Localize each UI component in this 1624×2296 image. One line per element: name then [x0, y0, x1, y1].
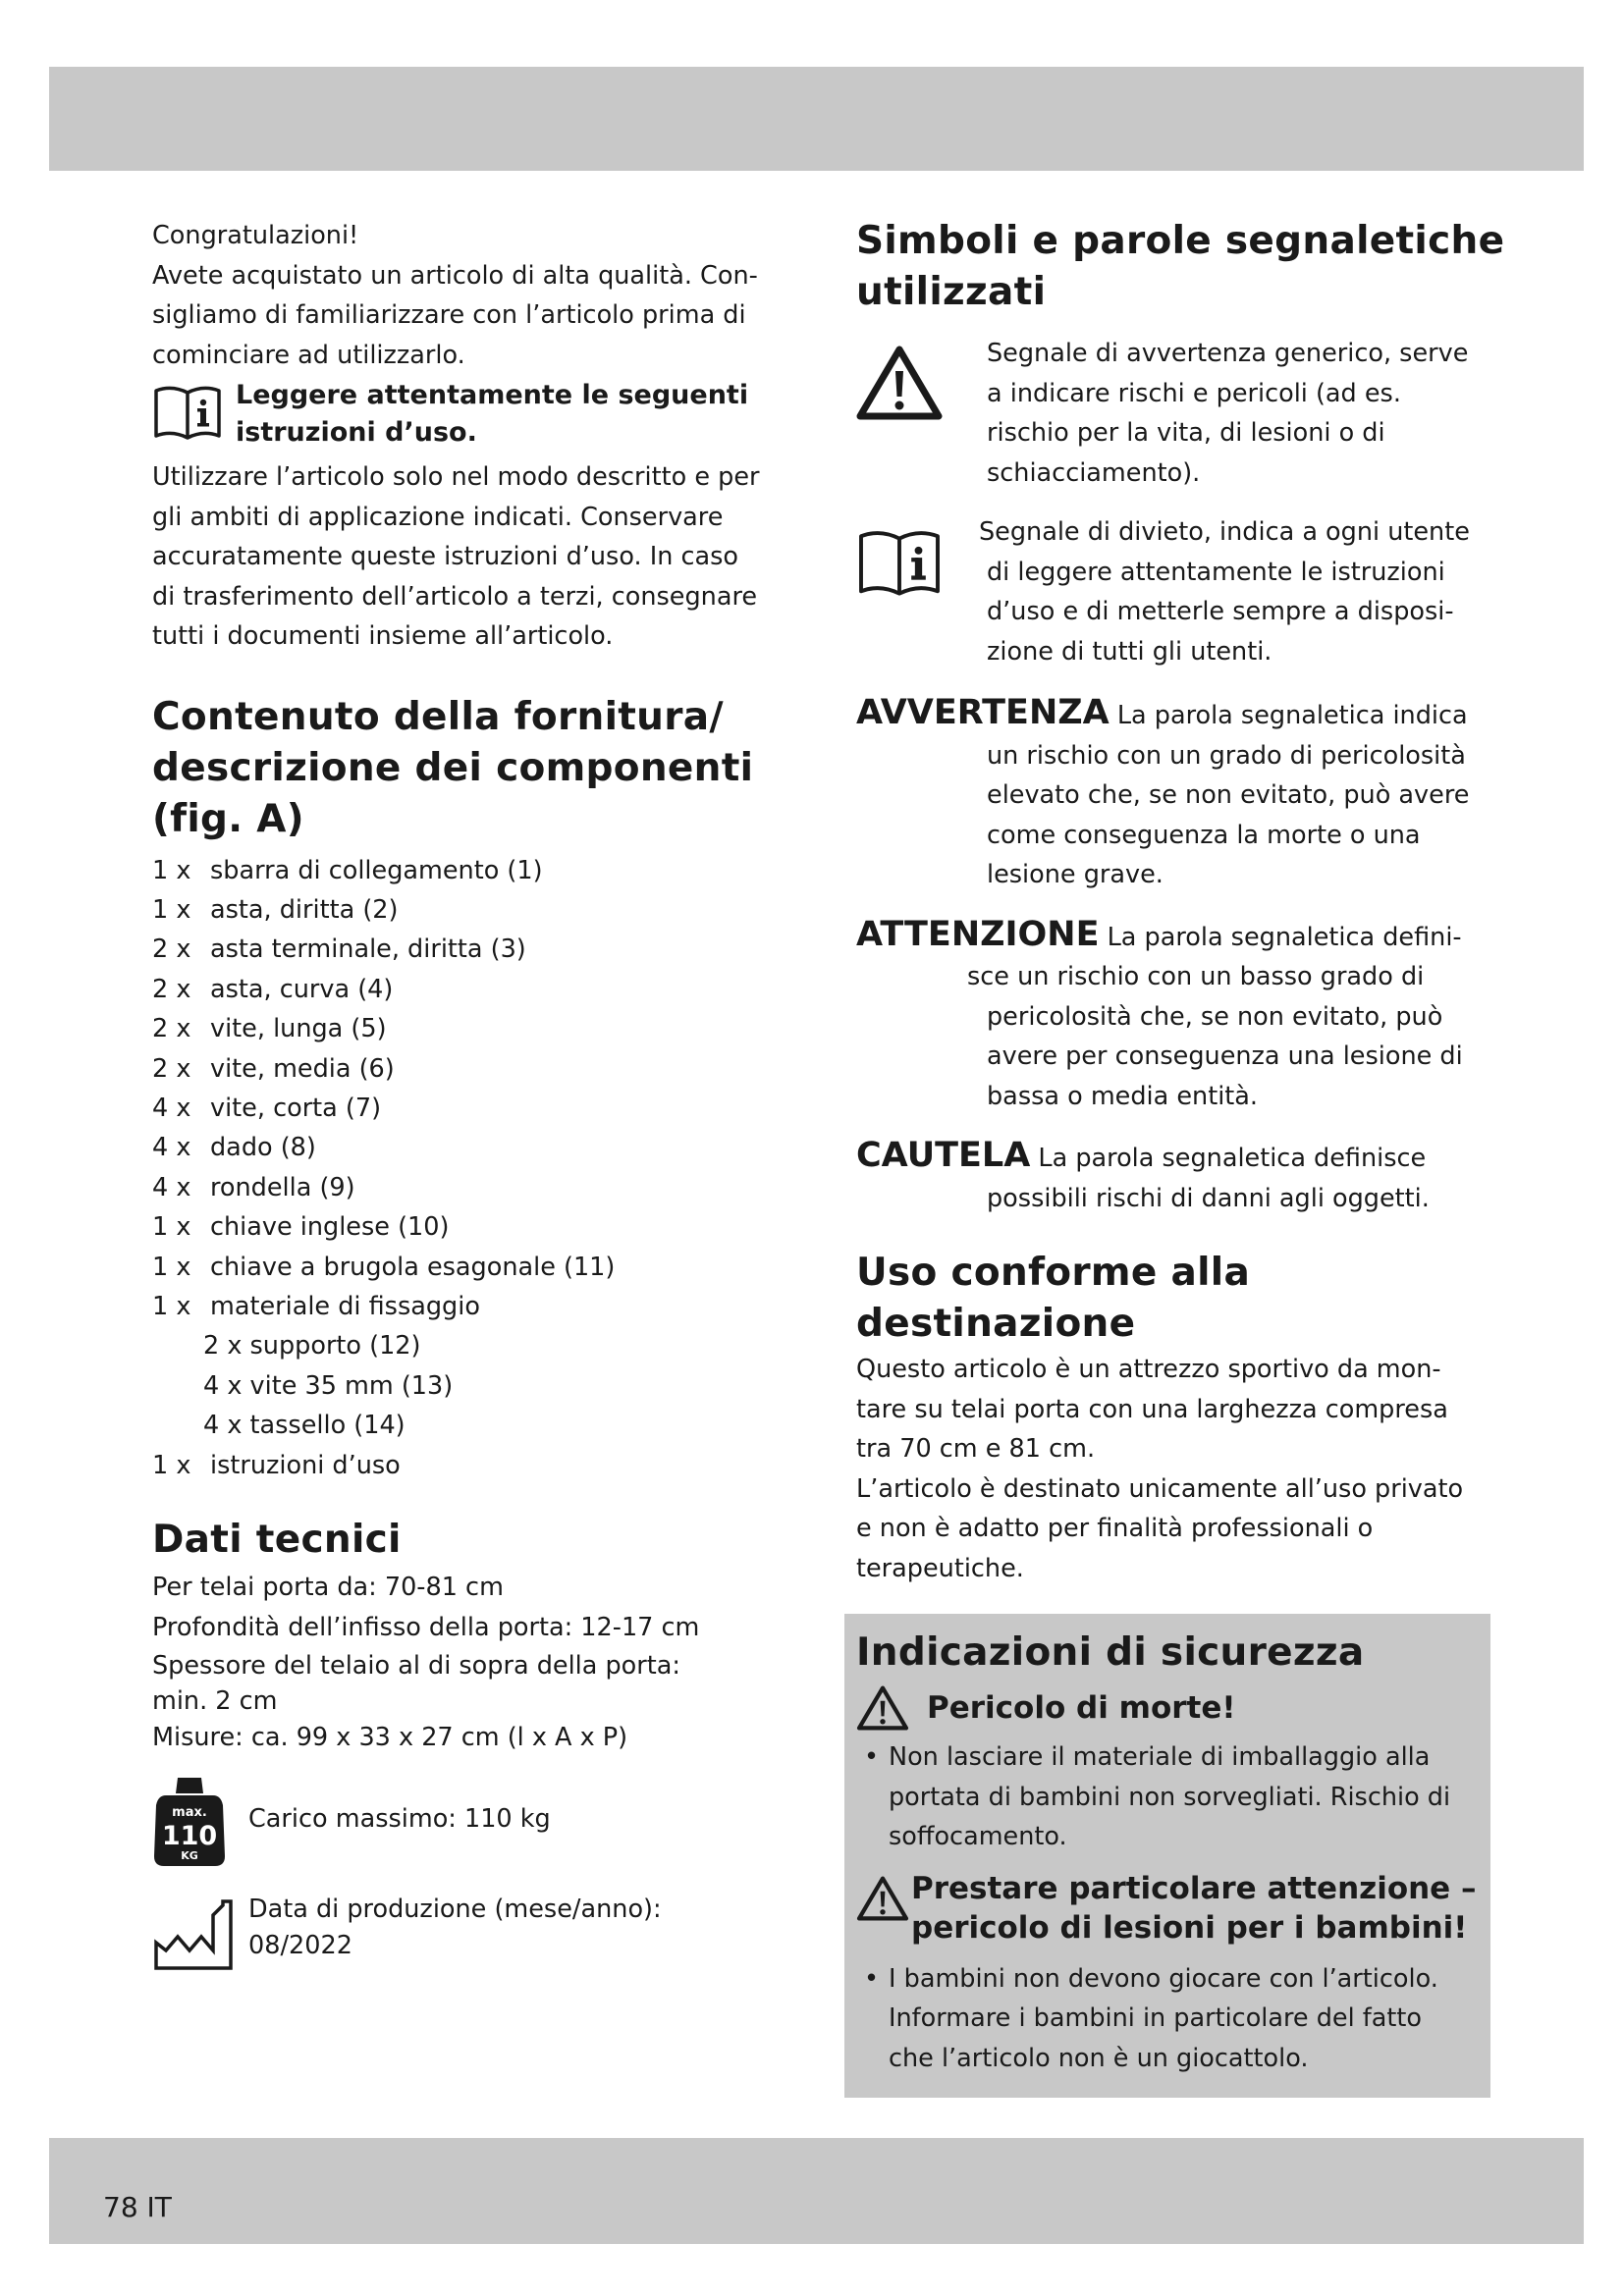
warning-symbol-line: Segnale di avvertenza generico, serve: [987, 339, 1469, 368]
weight-badge-value: 110: [161, 1820, 218, 1851]
list-item: [856, 1737, 1490, 1857]
page-number: 78 IT: [103, 2191, 172, 2223]
signal-text: La parola segnaletica indica: [1109, 701, 1468, 730]
tech-line: Per telai porta da: 70-81 cm: [152, 1573, 504, 1602]
tech-data: [152, 1568, 781, 1758]
signal-line: elevato che, se non evitato, può avere: [987, 780, 1470, 810]
item-text: asta, curva (4): [210, 974, 394, 1004]
list-item: [152, 930, 781, 969]
intro-text: [152, 216, 781, 375]
signal-line: bassa o media entità.: [987, 1081, 1259, 1111]
item-qty: 1 x: [152, 894, 191, 925]
symbols-heading: [856, 216, 1505, 318]
signal-line: sce un rischio con un basso grado di: [967, 962, 1425, 991]
read-manual-icon: [152, 381, 223, 444]
tech-heading: Dati tecnici: [152, 1518, 402, 1562]
read-instructions-notice: [152, 377, 781, 454]
intended-use-heading-line: Uso conforme alla: [856, 1251, 1251, 1295]
bullet-marker: •: [864, 1963, 880, 1994]
parts-list: [152, 851, 781, 1486]
symbols-heading-line: Simboli e parole segnaletiche: [856, 219, 1505, 263]
item-text: materiale di fissaggio: [210, 1291, 480, 1321]
danger-heading: [856, 1684, 1490, 1732]
usage-line: gli ambiti di applicazione indicati. Conservare: [152, 502, 724, 532]
symbols-heading-line: utilizzati: [856, 270, 1047, 314]
usage-line: accuratamente queste istruzioni d’uso. In caso: [152, 542, 739, 571]
book-symbol-line: d’uso e di metterle sempre a disposi-: [987, 597, 1454, 626]
list-item: [152, 1089, 781, 1128]
intended-use-line: Questo articolo è un attrezzo sportivo da mon-: [856, 1355, 1441, 1384]
intended-use-line: tra 70 cm e 81 cm.: [856, 1434, 1096, 1464]
usage-line: tutti i documenti insieme all’articolo.: [152, 621, 614, 651]
signal-first-line: [856, 693, 1487, 736]
contents-heading-line: Contenuto della fornitura/: [152, 694, 724, 739]
production-date-line: 08/2022: [248, 1930, 352, 1960]
item-qty: 1 x: [152, 1212, 191, 1243]
signal-word: ATTENZIONE: [856, 914, 1100, 954]
children-heading: [856, 1869, 1490, 1948]
intended-use-line: terapeutiche.: [856, 1553, 1024, 1583]
item-qty: 2 x: [152, 1053, 191, 1084]
signal-word-attenzione: [856, 915, 1487, 1117]
bullet-line: Non lasciare il materiale di imballaggio alla: [889, 1742, 1431, 1772]
danger-title: Pericolo di morte!: [927, 1690, 1236, 1726]
item-text: chiave inglese (10): [210, 1212, 450, 1243]
signal-line: avere per conseguenza una lesione di: [987, 1041, 1463, 1071]
intro-line: cominciare ad utilizzarlo.: [152, 340, 465, 370]
intended-use-heading: [856, 1248, 1487, 1350]
item-qty: 1 x: [152, 1450, 191, 1480]
max-load-row: [152, 1774, 781, 1868]
tech-line: Misure: ca. 99 x 33 x 27 cm (l x A x P): [152, 1723, 628, 1752]
warning-symbol-line: schiacciamento).: [987, 457, 1201, 488]
contents-heading-line: descrizione dei componenti: [152, 745, 754, 790]
list-item: [152, 851, 781, 890]
warning-triangle-icon: [856, 1875, 909, 1922]
intro-line: sigliamo di familiarizzare con l’articolo prima di: [152, 300, 746, 330]
warning-symbol-block: [856, 334, 1487, 493]
signal-line: come conseguenza la morte o una: [987, 820, 1421, 850]
signal-word-avvertenza: [856, 693, 1487, 895]
weight-badge-unit: KG: [181, 1848, 198, 1862]
signal-line: possibili rischi di danni agli oggetti.: [987, 1183, 1430, 1213]
usage-line: Utilizzare l’articolo solo nel modo descritto e per: [152, 462, 760, 492]
signal-first-line: [856, 1136, 1487, 1179]
right-column: [856, 216, 1505, 2098]
children-title: [911, 1869, 1477, 1948]
signal-word: CAUTELA: [856, 1136, 1031, 1175]
intended-use-line: e non è adatto per finalità professionali o: [856, 1514, 1374, 1543]
book-symbol-line: zione di tutti gli utenti.: [987, 636, 1272, 667]
bullet-marker: •: [864, 1742, 880, 1772]
list-item: [152, 970, 781, 1009]
read-manual-icon: [856, 524, 943, 601]
signal-first-line: [856, 915, 1487, 958]
intro-line: Avete acquistato un articolo di alta qualità. Con-: [152, 260, 758, 291]
warning-symbol-line: rischio per la vita, di lesioni o di: [987, 418, 1385, 448]
item-text: vite, corta (7): [210, 1093, 382, 1123]
tech-line: Spessore del telaio al di sopra della porta:: [152, 1651, 680, 1681]
weight-icon: [152, 1774, 227, 1868]
list-item: [152, 1049, 781, 1089]
bullet-line: soffocamento.: [889, 1822, 1067, 1851]
book-symbol-block: [856, 512, 1487, 671]
warning-triangle-icon: [856, 1684, 909, 1732]
usage-text: [152, 457, 781, 657]
max-load-text: Carico massimo: 110 kg: [248, 1803, 551, 1834]
sub-list-item: 4 x tassello (14): [203, 1411, 406, 1441]
item-text: vite, lunga (5): [210, 1014, 387, 1044]
item-qty: 1 x: [152, 1252, 191, 1282]
tech-line: min. 2 cm: [152, 1686, 278, 1716]
item-text: vite, media (6): [210, 1053, 395, 1084]
left-column: [152, 216, 781, 1964]
list-item: [152, 1287, 781, 1326]
sub-list-item: 2 x supporto (12): [203, 1331, 421, 1362]
item-text: rondella (9): [210, 1172, 355, 1202]
footer-band: [49, 2138, 1584, 2244]
item-text: dado (8): [210, 1133, 316, 1163]
weight-badge-top: max.: [172, 1804, 207, 1820]
intended-use-line: tare su telai porta con una larghezza compresa: [856, 1394, 1448, 1424]
intended-use-heading-line: destinazione: [856, 1302, 1136, 1346]
safety-heading: Indicazioni di sicurezza: [856, 1630, 1365, 1675]
item-qty: 4 x: [152, 1093, 191, 1123]
children-title-line: Prestare particolare attenzione –: [911, 1870, 1477, 1906]
production-date-icon: [152, 1897, 235, 1972]
item-qty: 2 x: [152, 934, 191, 965]
item-text: asta terminale, diritta (3): [210, 934, 526, 965]
item-qty: 4 x: [152, 1172, 191, 1202]
bullet-line: che l’articolo non è un giocattolo.: [889, 2043, 1309, 2073]
item-text: sbarra di collegamento (1): [210, 855, 543, 885]
tech-line: Profondità dell’infisso della porta: 12-17 cm: [152, 1612, 700, 1642]
read-notice-line: Leggere attentamente le seguenti: [236, 380, 749, 410]
contents-heading: [152, 692, 781, 845]
intended-use-line: L’articolo è destinato unicamente all’uso privato: [856, 1473, 1464, 1504]
item-text: chiave a brugola esagonale (11): [210, 1252, 616, 1282]
signal-text: La parola segnaletica defini-: [1099, 922, 1462, 952]
production-date-line: Data di produzione (mese/anno):: [248, 1894, 662, 1924]
warning-triangle-icon: [856, 344, 943, 422]
contents-heading-line: (fig. A): [152, 796, 304, 841]
item-qty: 1 x: [152, 1291, 191, 1321]
signal-word-cautela: [856, 1136, 1487, 1218]
list-item: [152, 1128, 781, 1167]
item-qty: 2 x: [152, 974, 191, 1004]
bullet-line: Informare i bambini in particolare del fatto: [889, 2003, 1422, 2033]
list-item: [152, 1168, 781, 1207]
list-item: [856, 1959, 1490, 2079]
signal-text: La parola segnaletica definisce: [1030, 1144, 1427, 1173]
production-date-row: [152, 1892, 781, 1964]
signal-line: pericolosità che, se non evitato, può: [987, 1001, 1443, 1032]
bullet-line: I bambini non devono giocare con l’articolo.: [889, 1963, 1438, 1994]
item-qty: 4 x: [152, 1133, 191, 1163]
list-item: [152, 1009, 781, 1048]
book-symbol-line: di leggere attentamente le istruzioni: [987, 557, 1445, 587]
list-item: [152, 890, 781, 930]
signal-line: un rischio con un grado di pericolosità: [987, 740, 1466, 771]
item-qty: 1 x: [152, 855, 191, 885]
sub-list-item: 4 x vite 35 mm (13): [203, 1370, 454, 1401]
intended-use-text: [856, 1350, 1487, 1588]
warning-symbol-line: a indicare rischi e pericoli (ad es.: [987, 378, 1401, 408]
item-qty: 2 x: [152, 1014, 191, 1044]
list-item: [152, 1207, 781, 1247]
signal-word: AVVERTENZA: [856, 693, 1110, 732]
book-symbol-line: Segnale di divieto, indica a ogni utente: [979, 517, 1470, 547]
usage-line: di trasferimento dell’articolo a terzi, consegnare: [152, 581, 758, 612]
intro-line: Congratulazioni!: [152, 221, 359, 250]
item-text: istruzioni d’uso: [210, 1450, 401, 1480]
read-notice-line: istruzioni d’uso.: [236, 417, 477, 448]
signal-line: lesione grave.: [987, 860, 1164, 889]
header-band: [49, 67, 1584, 171]
list-item: [152, 1248, 781, 1287]
safety-box: [844, 1614, 1490, 2098]
item-text: asta, diritta (2): [210, 894, 399, 925]
bullet-line: portata di bambini non sorvegliati. Rischio di: [889, 1782, 1451, 1812]
children-title-line: pericolo di lesioni per i bambini!: [911, 1909, 1468, 1946]
list-item: [152, 1446, 781, 1485]
